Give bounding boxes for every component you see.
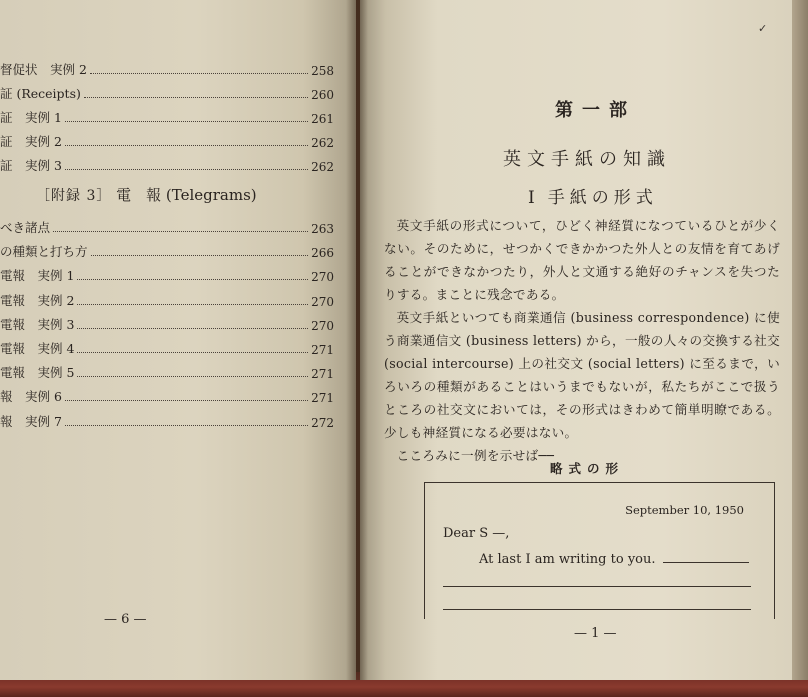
toc-entry-page: 261	[311, 112, 334, 126]
toc-entry-title: 証 実例 3	[0, 158, 62, 173]
paragraph: 英文手紙といつても商業通信 (business correspondence) に使う商業通信文 (business letters) から，一般の人々の交換する社交 (social intercourse) 上の社交文 (social letters) に至るまで，いろいろの種類があることはいうまでもないが，私たちがここで扱うところの社交文においては，その形式はきわめて簡単明瞭である。少しも神経質になる必要はない。	[384, 310, 780, 440]
toc-leader-dots	[77, 352, 308, 353]
toc-entry-page: 266	[311, 246, 334, 261]
paragraph: 英文手紙の形式について，ひどく神経質になつているひとが少くない。そのために，せつかくできかかつた外人との友情を育てあげることができなかつたり，外人と文通する絶好のチャンスを失つたりする。まことに残念である。	[384, 218, 780, 302]
toc-entry-title: 電報 実例 4	[0, 341, 75, 356]
body-text	[384, 214, 780, 467]
book-gutter	[346, 0, 368, 680]
chapter-number: I	[528, 188, 540, 208]
chapter-name: 手紙の形式	[547, 188, 658, 208]
toc-entry	[0, 289, 334, 309]
toc-leader-dots	[77, 304, 308, 305]
letter-date: September 10, 1950	[625, 503, 744, 517]
toc-entry-title: 報 実例 6	[0, 389, 62, 405]
toc-leader-dots	[84, 97, 308, 98]
sample-heading: 略式の形	[550, 461, 625, 476]
toc-entry	[0, 154, 334, 174]
toc-entry-title: 電報 実例 1	[0, 268, 75, 284]
appendix-heading	[36, 184, 257, 205]
toc-entry-title: 電報 実例 3	[0, 316, 75, 332]
toc-leader-dots	[65, 425, 308, 426]
toc-entry-page: 258	[311, 64, 334, 78]
toc-leader-dots	[77, 376, 308, 377]
toc-entry-title: べき諸点	[0, 220, 51, 235]
toc-entry-page: 262	[311, 160, 334, 174]
toc-leader-dots	[65, 400, 308, 401]
toc-entry-title: 証 (Receipts)	[0, 86, 81, 101]
toc-entry-page: 262	[311, 136, 334, 150]
toc-entry-page: 270	[311, 270, 334, 285]
toc-entry-title: 証 実例 1	[0, 110, 62, 125]
toc-entry-page: 263	[311, 222, 334, 236]
book-page-edge	[790, 0, 808, 680]
toc-entry-page: 272	[311, 415, 334, 430]
toc-leader-dots	[77, 328, 308, 329]
toc-entry	[0, 58, 334, 78]
toc-entry-page: 271	[311, 367, 334, 382]
chapter-title	[528, 183, 658, 208]
pencil-check-mark: ✓	[758, 22, 768, 35]
toc-entry	[0, 410, 334, 430]
toc-entry-title: 報 実例 7	[0, 413, 62, 429]
toc-entry	[0, 264, 334, 284]
toc-entry-page: 271	[311, 343, 334, 357]
page-number-right: — 1 —	[574, 626, 617, 641]
left-page	[0, 0, 356, 680]
book-title: 英文手紙の知識	[503, 149, 671, 170]
toc-leader-dots	[65, 145, 308, 146]
toc-entry	[0, 82, 334, 102]
toc-entry	[0, 385, 334, 405]
toc-entry-title: 電報 実例 5	[0, 365, 75, 381]
toc-entry-title: の種類と打ち方	[0, 244, 88, 260]
toc-entry-title: 督促状 実例 2	[0, 62, 87, 77]
toc-entry-page: 271	[311, 391, 334, 406]
letter-continuation-rule	[663, 562, 749, 563]
toc-leader-dots	[65, 121, 308, 122]
toc-entry	[0, 216, 334, 236]
paragraph: こころみに一例を示せば──	[396, 448, 555, 463]
toc-entry-title: 証 実例 2	[0, 134, 62, 149]
page-number-left: — 6 —	[104, 612, 147, 627]
letter-body-line: At last I am writing to you.	[479, 552, 656, 567]
toc-entry-page: 260	[311, 88, 334, 102]
toc-leader-dots	[90, 73, 308, 74]
toc-entry	[0, 361, 334, 381]
toc-entry	[0, 313, 334, 333]
toc-entry-page: 270	[311, 318, 334, 333]
letter-salutation: Dear S —,	[443, 526, 510, 541]
toc-leader-dots	[77, 279, 308, 280]
appendix-title: 電 報 (Telegrams)	[116, 186, 257, 204]
letter-example-box	[424, 482, 775, 619]
part-title: 第一部	[555, 100, 636, 121]
toc-leader-dots	[53, 231, 308, 232]
toc-entry	[0, 240, 334, 260]
toc-leader-dots	[65, 169, 308, 170]
appendix-label: ［附録 3］	[36, 188, 112, 204]
toc-entry	[0, 130, 334, 150]
toc-entry	[0, 106, 334, 126]
toc-entry	[0, 337, 334, 357]
letter-blank-rule	[443, 609, 751, 610]
toc-leader-dots	[91, 255, 309, 256]
toc-entry-title: 電報 実例 2	[0, 292, 75, 308]
toc-entry-page: 270	[311, 294, 334, 309]
letter-blank-rule	[443, 586, 751, 587]
